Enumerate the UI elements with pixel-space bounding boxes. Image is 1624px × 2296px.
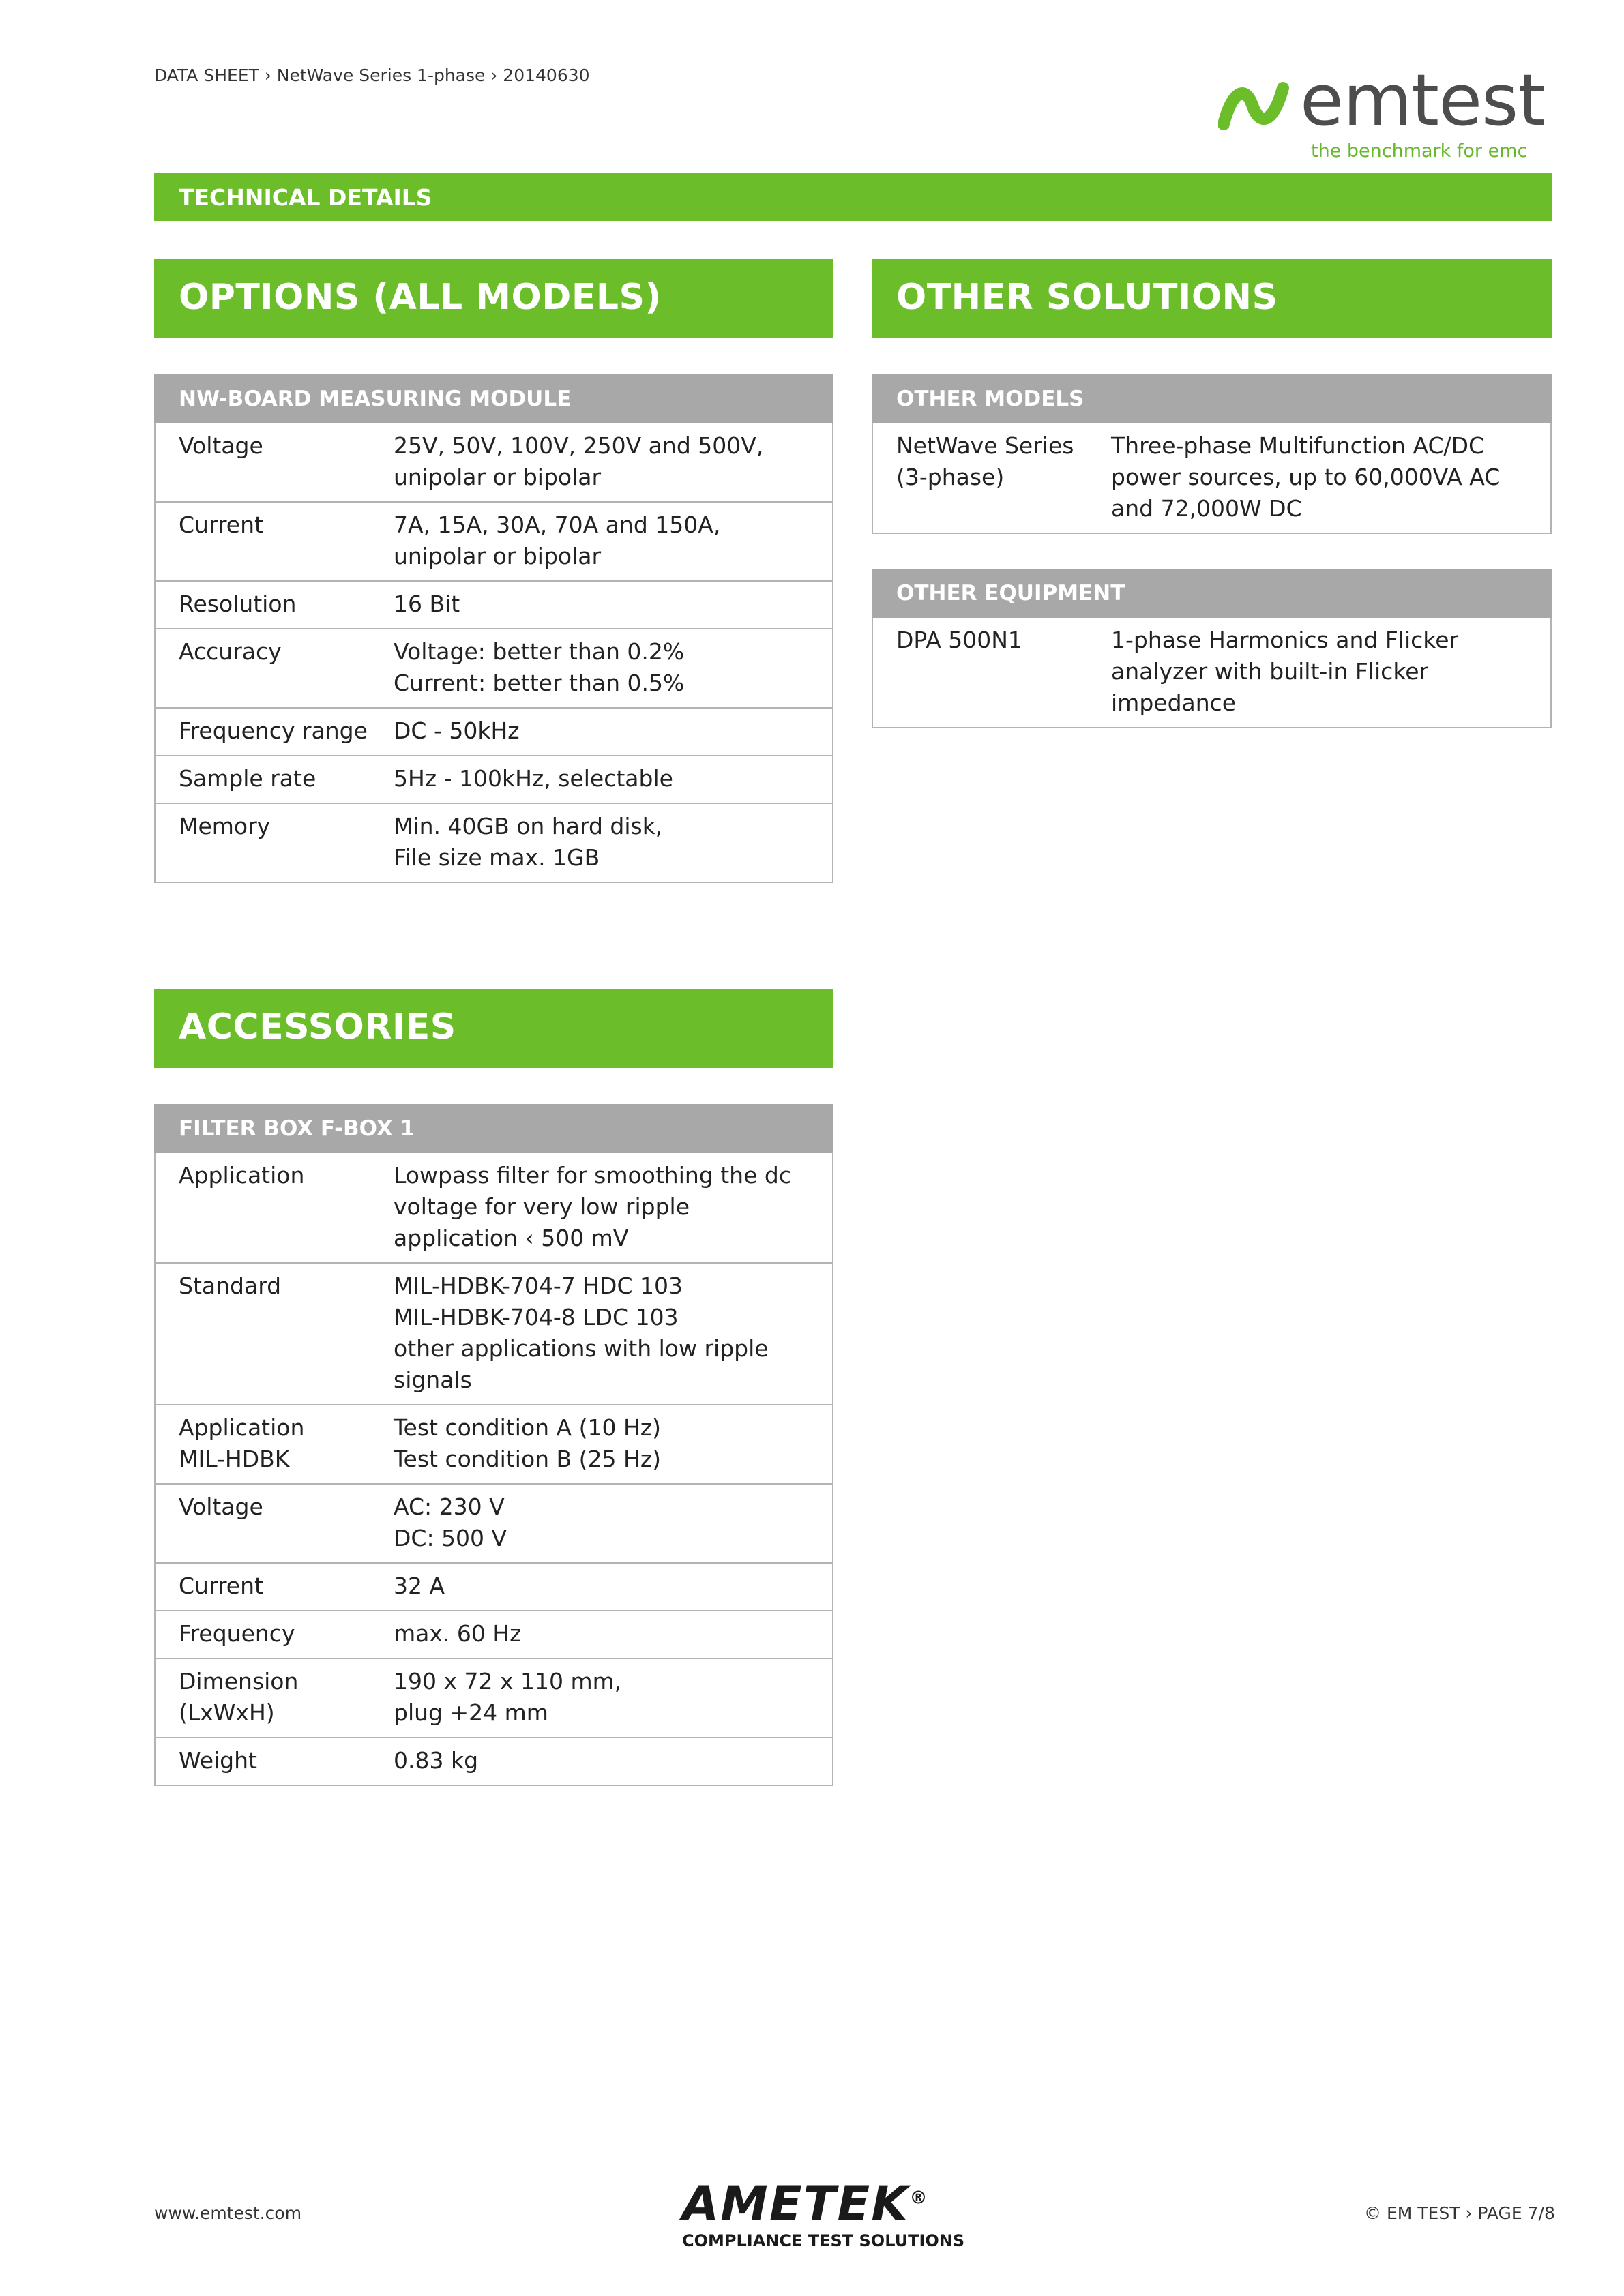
table-row <box>155 1611 833 1658</box>
spec-value: 5Hz - 100kHz, selectable <box>394 756 833 803</box>
logo-wordmark: emtest <box>1300 59 1546 142</box>
spec-value: Test condition A (10 Hz) Test condition B (25 Hz) <box>394 1405 833 1484</box>
other-solutions-title: OTHER SOLUTIONS <box>896 277 1278 318</box>
table-row <box>155 423 833 502</box>
spec-label: Frequency <box>155 1611 394 1658</box>
registered-mark: ® <box>909 2188 929 2209</box>
footer-page-number: © EM TEST › PAGE 7/8 <box>1364 2203 1555 2223</box>
technical-details-bar <box>154 173 1552 221</box>
ametek-logo <box>668 2176 965 2250</box>
spec-label: DPA 500N1 <box>872 617 1111 728</box>
table-row <box>872 617 1551 728</box>
emtest-logo <box>1218 59 1559 166</box>
options-title: OPTIONS (ALL MODELS) <box>179 277 662 318</box>
spec-label: NetWave Series (3-phase) <box>872 423 1111 533</box>
breadcrumb: DATA SHEET › NetWave Series 1-phase › 20140630 <box>154 65 590 85</box>
table-row <box>155 803 833 882</box>
spec-label: Accuracy <box>155 629 394 708</box>
spec-label: Voltage <box>155 423 394 502</box>
table-header: OTHER MODELS <box>872 375 1551 423</box>
table-row <box>872 423 1551 533</box>
spec-value: 190 x 72 x 110 mm, plug +24 mm <box>394 1658 833 1738</box>
spec-label: Resolution <box>155 581 394 629</box>
spec-value: Lowpass filter for smoothing the dc voltage for very low ripple application ‹ 500 mV <box>394 1152 833 1263</box>
spec-value: 1-phase Harmonics and Flicker analyzer with built-in Flicker impedance <box>1111 617 1551 728</box>
spec-value: DC - 50kHz <box>394 708 833 756</box>
table-header: NW-BOARD MEASURING MODULE <box>155 375 833 423</box>
options-section-header <box>154 259 833 338</box>
spec-label: Standard <box>155 1263 394 1405</box>
spec-label: Current <box>155 1563 394 1611</box>
nw-board-measuring-module-table <box>154 374 833 883</box>
spec-value: Voltage: better than 0.2% Current: better than 0.5% <box>394 629 833 708</box>
ametek-wordmark <box>682 2178 928 2231</box>
spec-value: 7A, 15A, 30A, 70A and 150A, unipolar or bipolar <box>394 502 833 581</box>
wave-logo-icon <box>1218 78 1297 132</box>
table-row <box>155 756 833 803</box>
table-row <box>155 1484 833 1563</box>
table-row <box>155 1658 833 1738</box>
table-header: OTHER EQUIPMENT <box>872 569 1551 617</box>
table-row <box>155 581 833 629</box>
spec-value: 32 A <box>394 1563 833 1611</box>
spec-label: Application MIL-HDBK <box>155 1405 394 1484</box>
other-models-table <box>872 374 1552 534</box>
filter-box-table <box>154 1104 833 1786</box>
table-row <box>155 708 833 756</box>
spec-value: Min. 40GB on hard disk, File size max. 1GB <box>394 803 833 882</box>
spec-label: Memory <box>155 803 394 882</box>
other-solutions-section-header <box>872 259 1552 338</box>
spec-value: 16 Bit <box>394 581 833 629</box>
spec-label: Dimension (LxWxH) <box>155 1658 394 1738</box>
table-row <box>155 629 833 708</box>
table-header: FILTER BOX F-BOX 1 <box>155 1105 833 1152</box>
other-equipment-table <box>872 569 1552 728</box>
ametek-word: AMETEK <box>682 2176 910 2232</box>
technical-details-label: TECHNICAL DETAILS <box>179 184 432 211</box>
spec-value: AC: 230 V DC: 500 V <box>394 1484 833 1563</box>
spec-label: Voltage <box>155 1484 394 1563</box>
spec-value: 0.83 kg <box>394 1738 833 1785</box>
ametek-subtitle: COMPLIANCE TEST SOLUTIONS <box>682 2231 965 2250</box>
spec-label: Weight <box>155 1738 394 1785</box>
spec-value: max. 60 Hz <box>394 1611 833 1658</box>
table-row <box>155 1738 833 1785</box>
spec-value: MIL-HDBK-704-7 HDC 103 MIL-HDBK-704-8 LDC 103 other applications with low ripple signals <box>394 1263 833 1405</box>
spec-label: Current <box>155 502 394 581</box>
table-row <box>155 1563 833 1611</box>
logo-tagline: the benchmark for emc <box>1311 140 1528 162</box>
table-row <box>155 1405 833 1484</box>
table-row <box>155 502 833 581</box>
spec-label: Frequency range <box>155 708 394 756</box>
spec-value: Three-phase Multifunction AC/DC power sources, up to 60,000VA AC and 72,000W DC <box>1111 423 1551 533</box>
accessories-title: ACCESSORIES <box>179 1007 456 1047</box>
table-row <box>155 1152 833 1263</box>
footer-url: www.emtest.com <box>154 2203 302 2223</box>
spec-label: Application <box>155 1152 394 1263</box>
spec-label: Sample rate <box>155 756 394 803</box>
table-row <box>155 1263 833 1405</box>
accessories-section-header <box>154 989 833 1068</box>
spec-value: 25V, 50V, 100V, 250V and 500V, unipolar or bipolar <box>394 423 833 502</box>
